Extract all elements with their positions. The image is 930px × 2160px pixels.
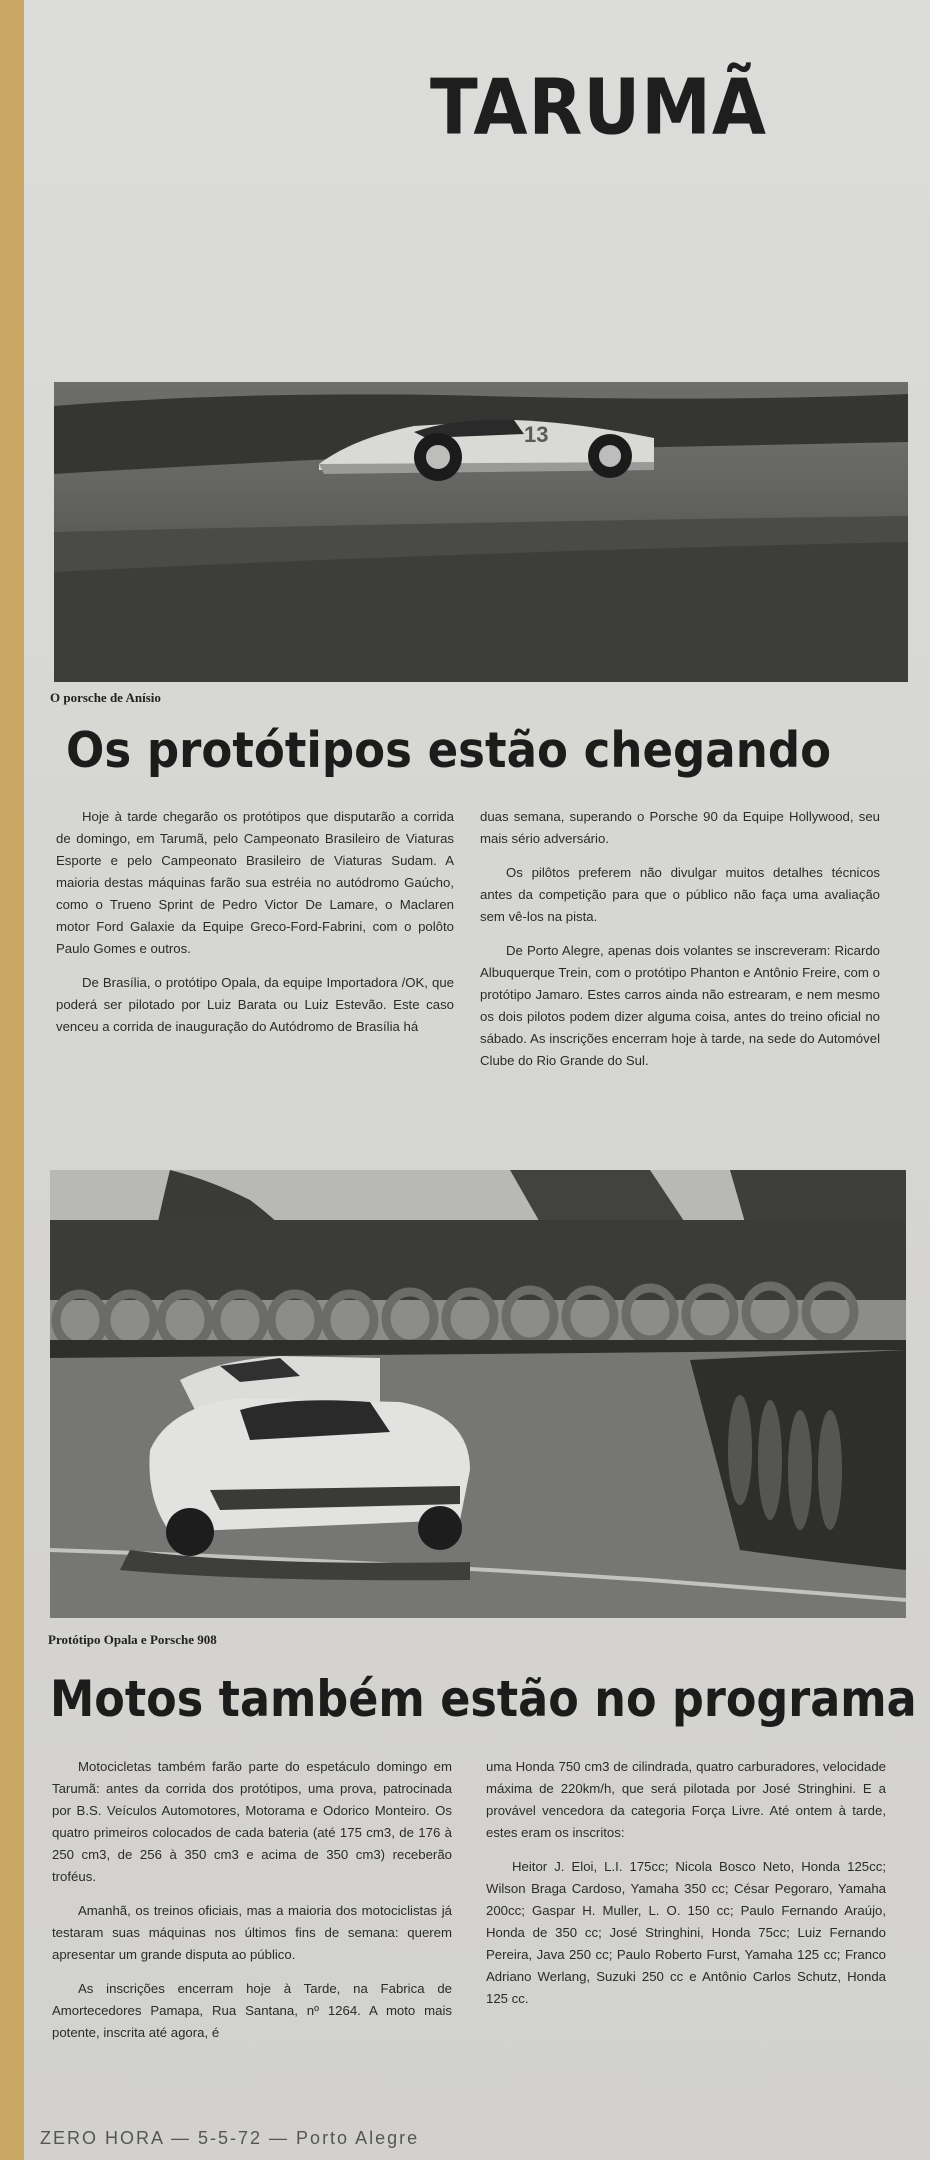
article2-paragraph: Amanhã, os treinos oficiais, mas a maioria dos motociclistas já testaram suas máquinas nos últimos fins de semana: querem apresentar um grande disputa ao público. xyxy=(52,1903,452,1962)
article1-paragraph: De Brasília, o protótipo Opala, da equipe Importadora /OK, que poderá ser pilotado por Luiz Barata ou Luiz Estevão. Este caso venceu a corrida de inauguração do Autódromo de Brasília há xyxy=(56,975,454,1034)
article1-paragraph: duas semana, superando o Porsche 90 da Equipe Hollywood, seu mais sério adversário. xyxy=(480,809,880,846)
page-footer: ZERO HORA — 5-5-72 — Porto Alegre xyxy=(40,2128,420,2148)
article1-column-1 xyxy=(56,806,454,1050)
svg-text:13: 13 xyxy=(524,422,549,447)
article1-column-2 xyxy=(480,806,880,1084)
article2-paragraph: uma Honda 750 cm3 de cilindrada, quatro carburadores, velocidade máxima de 220km/h, que será pilotada por José Stringhini. E a provável vencedora da categoria Força Livre. Até ontem à tarde, estes eram os inscritos: xyxy=(486,1759,886,1840)
article2-column-2 xyxy=(486,1756,886,2022)
photo-porsche-anisio xyxy=(54,382,908,682)
page-title: TARUMÃ xyxy=(430,62,768,153)
article2-paragraph: Heitor J. Eloi, L.I. 175cc; Nicola Bosco Neto, Honda 125cc; Wilson Braga Cardoso, Yamaha 350 cc; César Pegoraro, Yamaha 200cc; Gaspar H. Muller, L. O. 150 cc; Paulo Fernando Araújo, Honda de 350 cc; José Stringhini, Honda 75cc; Luiz Fernando Pereira, Java 250 cc; Paulo Roberto Furst, Yamaha 125 cc; Franco Adriano Werlang, Suzuki 250 cc e Antônio Carlos Schutz, Honda 125 cc. xyxy=(486,1859,886,2006)
article2-paragraph: As inscrições encerram hoje à Tarde, na Fabrica de Amortecedores Pamapa, Rua Santana, nº 1264. A moto mais potente, inscrita até agora, é xyxy=(52,1981,452,2040)
article-headline-2: Motos também estão no programa xyxy=(50,1670,917,1728)
article2-column-1 xyxy=(52,1756,452,2056)
article1-paragraph: Hoje à tarde chegarão os protótipos que disputarão a corrida de domingo, em Tarumã, pelo Campeonato Brasileiro de Viaturas Esporte e pelo Campeonato Brasileiro de Viaturas Sudam. A maioria destas máquinas farão sua estréia no autódromo Gaúcho, como o Trueno Sprint de Pedro Victor De Lamare, o Maclaren motor Ford Galaxie da Equipe Greco-Ford-Fabrini, com o polôto Paulo Gomes e outros. xyxy=(56,809,454,956)
article1-paragraph: De Porto Alegre, apenas dois volantes se inscreveram: Ricardo Albuquerque Trein, com o protótipo Phanton e Antônio Freire, com o protótipo Jamaro. Estes carros ainda não estrearam, e nem mesmo os dois pilotos podem dizer alguma coisa, antes do treino oficial no sábado. As inscrições encerram hoje à tarde, na sede do Automóvel Clube do Rio Grande do Sul. xyxy=(480,943,880,1068)
article2-paragraph: Motocicletas também farão parte do espetáculo domingo em Tarumã: antes da corrida dos protótipos, uma prova, patrocinada por B.S. Veículos Automotores, Motorama e Odorico Monteiro. Os quatro primeiros colocados de cada bateria (até 175 cm3, de 176 à 250 cm3, de 256 à 350 cm3 e acima de 350 cm3) receberão troféus. xyxy=(52,1759,452,1884)
article-headline-1: Os protótipos estão chegando xyxy=(66,722,832,779)
photo-opala-porsche-908 xyxy=(50,1170,906,1618)
photo-caption-2: Protótipo Opala e Porsche 908 xyxy=(48,1632,217,1647)
photo-caption-1: O porsche de Anísio xyxy=(50,690,161,705)
article1-paragraph: Os pilôtos preferem não divulgar muitos detalhes técnicos antes da competição para que o público não faça uma avaliação sem vê-los na pista. xyxy=(480,865,880,924)
